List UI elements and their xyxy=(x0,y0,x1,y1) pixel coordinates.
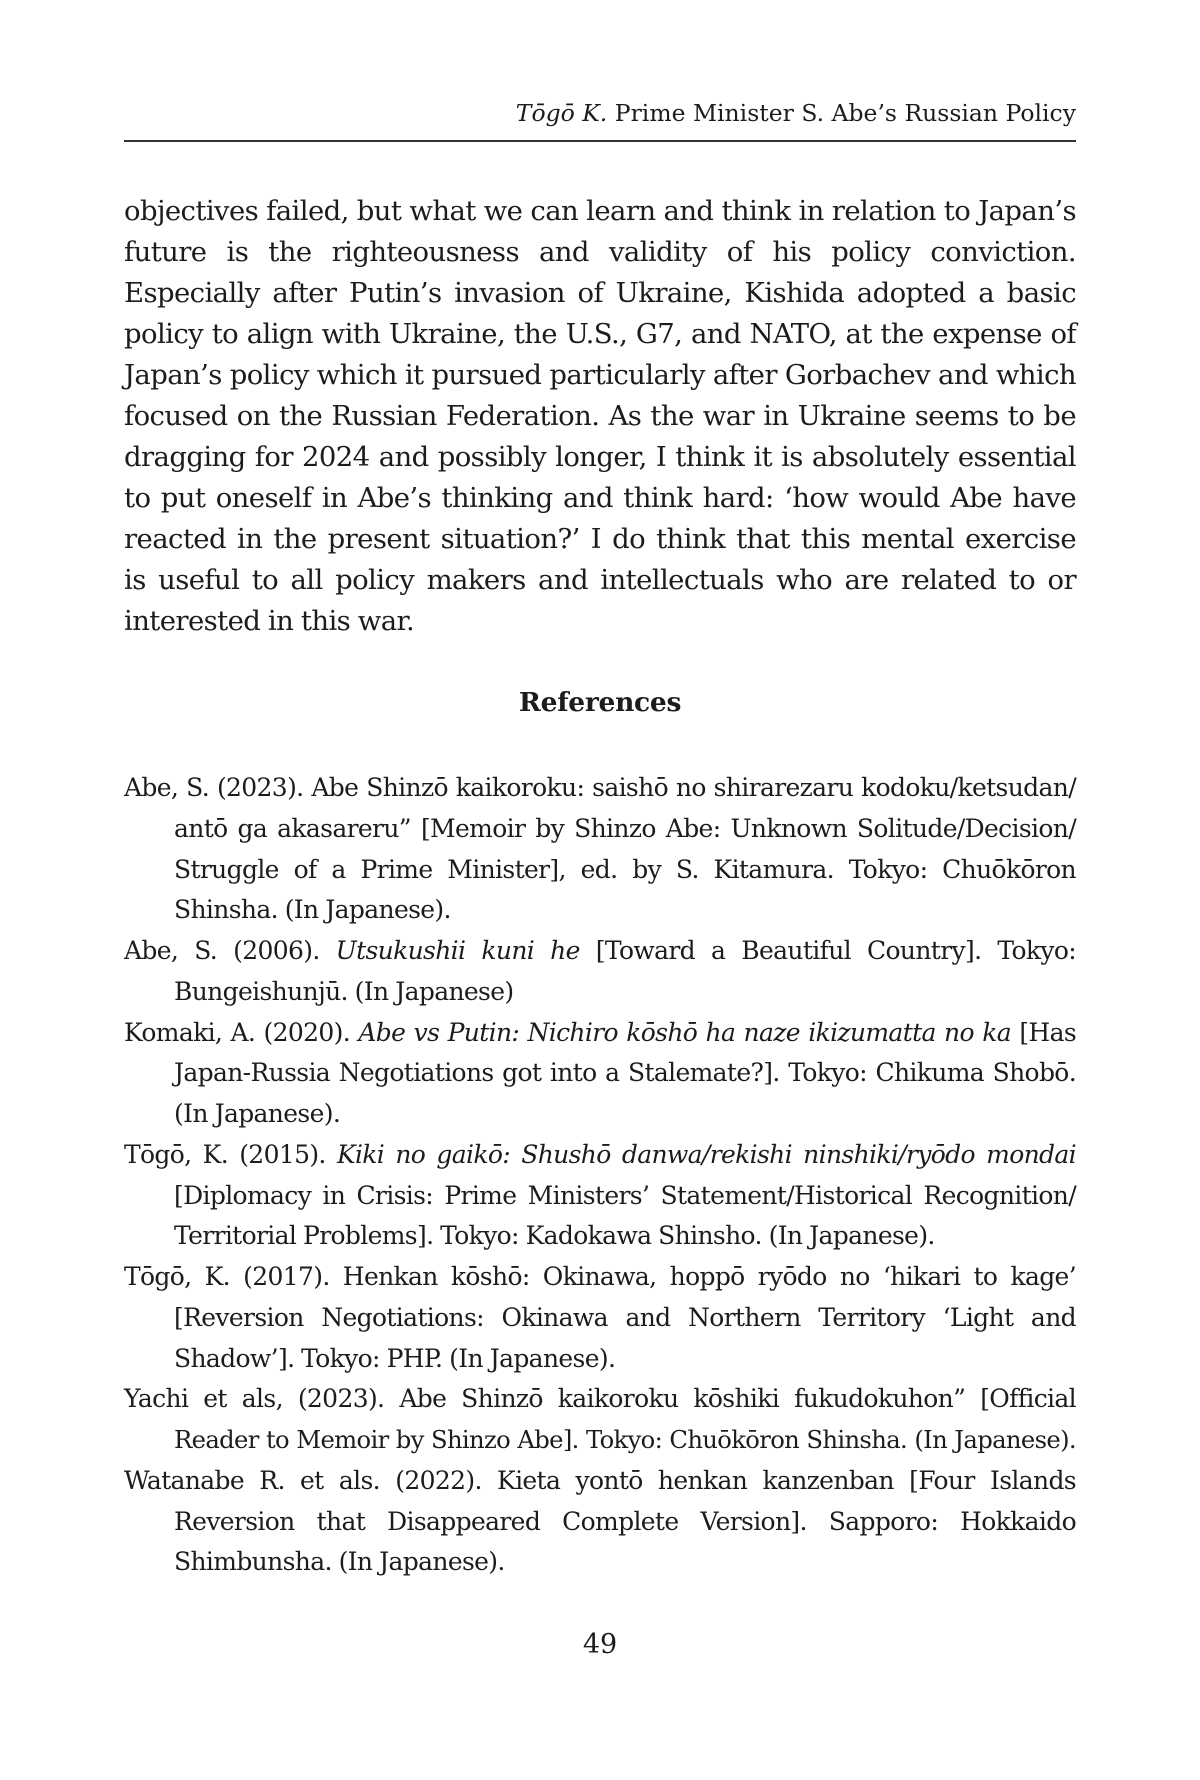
reference-entry xyxy=(124,1013,1076,1135)
header-rule xyxy=(124,140,1076,142)
body-line: Especially after Putin’s invasion of Ukraine, Kishida adopted a basic xyxy=(124,277,1076,309)
reference-line xyxy=(124,1135,1076,1176)
reference-line: Yachi et als, (2023). Abe Shinzō kaikoroku kōshiki fukudokuhon” [Official xyxy=(124,1384,1076,1414)
reference-entry xyxy=(124,768,1076,931)
header-author: Tōgō K. xyxy=(515,99,608,127)
body-paragraph xyxy=(124,191,1076,642)
reference-line: (In Japanese). xyxy=(174,1099,341,1128)
reference-line: Abe, S. (2023). Abe Shinzō kaikoroku: saishō no shirarezaru kodoku/ketsudan/ xyxy=(124,773,1076,802)
header-title: Prime Minister S. Abe’s Russian Policy xyxy=(607,99,1076,127)
page-number: 49 xyxy=(582,1629,618,1660)
body-line: Japan’s policy which it pursued particularly after Gorbachev and which xyxy=(124,359,1076,391)
reference-line: antō ga akasareru” [Memoir by Shinzo Abe: Unknown Solitude/Decision/ xyxy=(174,813,1076,843)
body-line: reacted in the present situation?’ I do think that this mental exercise xyxy=(124,523,1076,555)
references-heading: References xyxy=(518,687,682,718)
running-header xyxy=(124,98,1076,128)
reference-entry xyxy=(124,1257,1076,1379)
reference-line: Bungeishunjū. (In Japanese) xyxy=(174,976,514,1006)
body-line: focused on the Russian Federation. As the war in Ukraine seems to be xyxy=(124,400,1076,432)
body-line: policy to align with Ukraine, the U.S., G7, and NATO, at the expense of xyxy=(124,318,1076,350)
reference-line: Struggle of a Prime Minister], ed. by S. Kitamura. Tokyo: Chuōkōron xyxy=(174,854,1076,884)
body-line: objectives failed, but what we can learn and think in relation to Japan’s xyxy=(124,195,1076,227)
reference-title: Abe vs Putin: Nichiro kōshō ha naze ikizumatta no ka xyxy=(358,1017,1011,1047)
body-line: interested in this war. xyxy=(124,605,415,637)
body-line: is useful to all policy makers and intellectuals who are related to or xyxy=(124,564,1076,596)
reference-line: Reader to Memoir by Shinzo Abe]. Tokyo: Chuōkōron Shinsha. (In Japanese). xyxy=(174,1425,1076,1454)
body-line: to put oneself in Abe’s thinking and think hard: ‘how would Abe have xyxy=(124,482,1076,514)
document-page xyxy=(124,0,1076,1780)
reference-details: [Has xyxy=(1011,1017,1077,1047)
reference-line: Territorial Problems]. Tokyo: Kadokawa Shinsho. (In Japanese). xyxy=(174,1221,935,1251)
reference-line: Reversion that Disappeared Complete Version]. Sapporo: Hokkaido xyxy=(174,1506,1076,1536)
reference-line xyxy=(124,1013,1076,1054)
reference-author-year: Abe, S. (2006). xyxy=(124,936,336,965)
reference-line: Watanabe R. et als. (2022). Kieta yontō henkan kanzenban [Four Islands xyxy=(124,1465,1076,1495)
body-line: dragging for 2024 and possibly longer, I think it is absolutely essential xyxy=(124,441,1076,473)
reference-line: Japan-Russia Negotiations got into a Stalemate?]. Tokyo: Chikuma Shobō. xyxy=(174,1058,1076,1088)
reference-line: Shimbunsha. (In Japanese). xyxy=(174,1547,505,1577)
reference-author-year: Komaki, A. (2020). xyxy=(124,1017,359,1047)
reference-line: Shinsha. (In Japanese). xyxy=(174,895,451,925)
reference-line: Tōgō, K. (2017). Henkan kōshō: Okinawa, hoppō ryōdo no ‘hikari to kage’ xyxy=(124,1262,1076,1291)
body-line: future is the righteousness and validity of his policy conviction. xyxy=(124,236,1076,268)
reference-title: Kiki no gaikō: Shushō danwa/rekishi ninshiki/ryōdo mondai xyxy=(336,1139,1076,1169)
reference-line xyxy=(124,931,1076,972)
reference-entry xyxy=(124,1379,1076,1461)
reference-entry xyxy=(124,1461,1076,1583)
reference-entry xyxy=(124,1135,1076,1257)
reference-details: [Toward a Beautiful Country]. Tokyo: xyxy=(579,936,1077,965)
references-list xyxy=(124,768,1076,1583)
reference-entry xyxy=(124,931,1076,1013)
reference-title: Utsukushii kuni he xyxy=(335,936,580,965)
reference-line: [Diplomacy in Crisis: Prime Ministers’ Statement/Historical Recognition/ xyxy=(174,1180,1076,1210)
reference-line: [Reversion Negotiations: Okinawa and Northern Territory ‘Light and xyxy=(174,1302,1076,1332)
reference-line: Shadow’]. Tokyo: PHP. (In Japanese). xyxy=(174,1343,616,1373)
reference-author-year: Tōgō, K. (2015). xyxy=(124,1139,337,1169)
